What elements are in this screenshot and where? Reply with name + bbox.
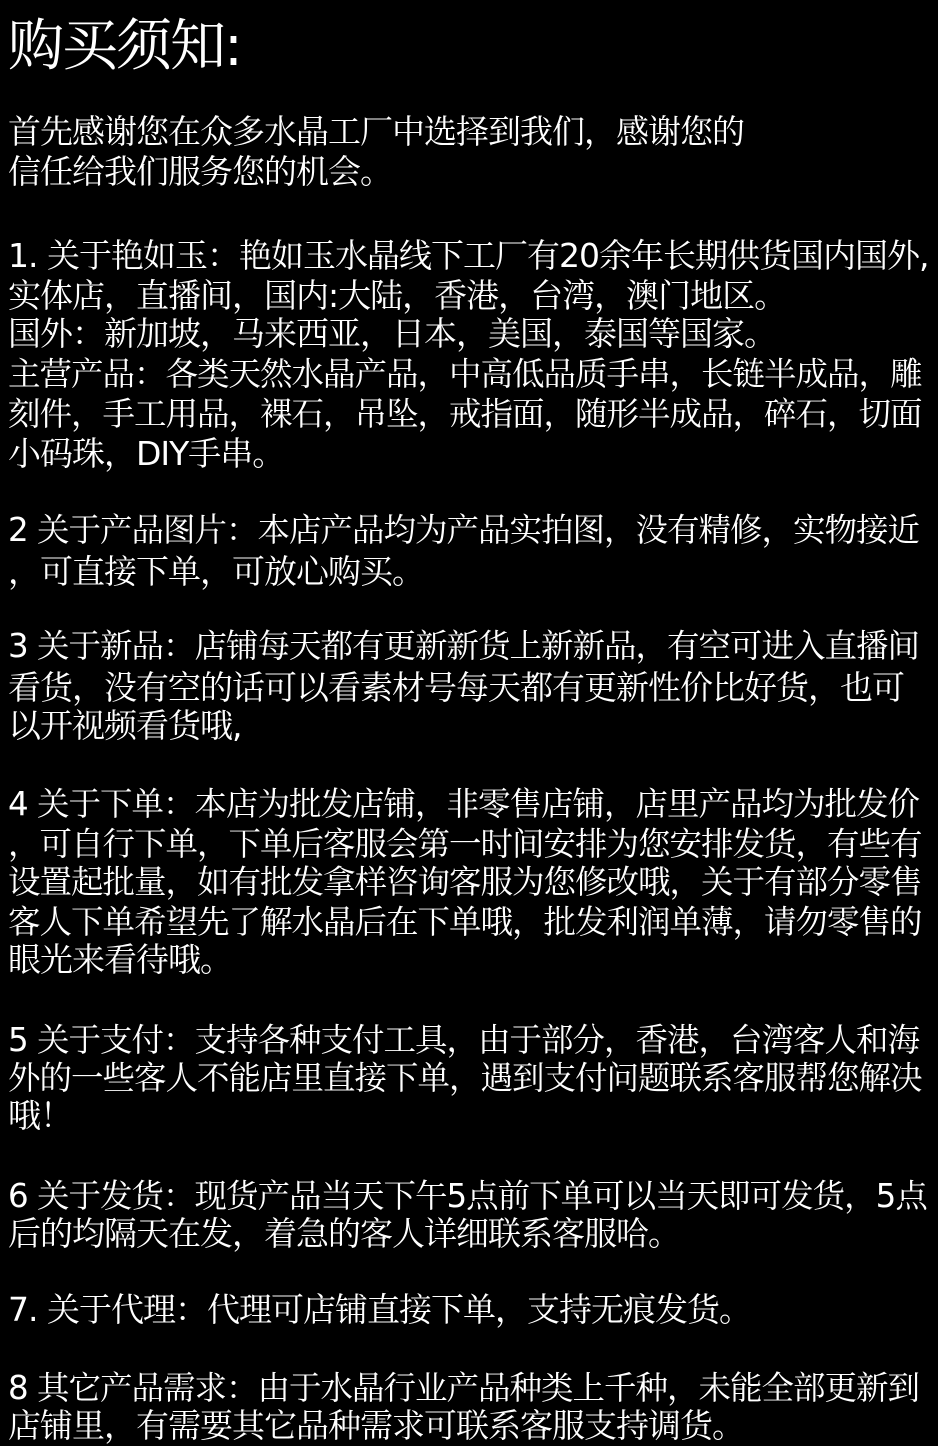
intro-line-1: 首先感谢您在众多水晶工厂中选择到我们，感谢您的 <box>8 112 744 151</box>
section4-line-2: ，可自行下单，下单后客服会第一时间安排为您安排发货，有些有 <box>8 825 922 863</box>
section4-line-5: 眼光来看待哦。 <box>8 940 232 979</box>
section4-line-4: 客人下单希望先了解水晶后在下单哦，批发利润单薄，请勿零售的 <box>8 903 922 941</box>
section1-line-3: 国外：新加坡，马来西亚，日本，美国，泰国等国家。 <box>8 314 776 353</box>
section2-line-1: 2 关于产品图片：本店产品均为产品实拍图，没有精修，实物接近 <box>8 511 920 549</box>
section5-line-2: 外的一些客人不能店里直接下单，遇到支付问题联系客服帮您解决 <box>8 1059 922 1097</box>
section5-line-1: 5 关于支付：支持各种支付工具，由于部分，香港，台湾客人和海 <box>8 1021 920 1059</box>
section4-line-3: 设置起批量，如有批发拿样咨询客服为您修改哦，关于有部分零售 <box>8 863 922 901</box>
section1-line-4: 主营产品：各类天然水晶产品，中高低品质手串，长链半成品，雕 <box>8 355 922 393</box>
section3-line-3: 以开视频看货哦, <box>8 706 242 745</box>
section2-line-2: ，可直接下单，可放心购买。 <box>8 552 424 591</box>
section6-line-2: 后的均隔天在发，着急的客人详细联系客服哈。 <box>8 1214 680 1253</box>
section5-line-3: 哦！ <box>8 1096 72 1135</box>
page-title: 购买须知: <box>8 14 241 79</box>
section3-line-2: 看货，没有空的话可以看素材号每天都有更新性价比好货，也可 <box>8 668 904 707</box>
section7-line-1: 7. 关于代理：代理可店铺直接下单，支持无痕发货。 <box>8 1290 751 1329</box>
section1-line-2: 实体店，直播间，国内:大陆，香港，台湾，澳门地区。 <box>8 276 787 315</box>
section1-line-1: 1. 关于艳如玉：艳如玉水晶线下工厂有20余年长期供货国内国外, <box>8 236 929 275</box>
section8-line-1: 8 其它产品需求：由于水晶行业产品种类上千种，未能全部更新到 <box>8 1369 920 1407</box>
section3-line-1: 3 关于新品：店铺每天都有更新新货上新新品，有空可进入直播间 <box>8 627 920 665</box>
section4-line-1: 4 关于下单：本店为批发店铺，非零售店铺，店里产品均为批发价 <box>8 785 920 823</box>
section1-line-5: 刻件，手工用品，裸石，吊坠，戒指面，随形半成品，碎石，切面 <box>8 395 922 433</box>
section1-line-6: 小码珠，DIY手串。 <box>8 434 285 473</box>
section8-line-2: 店铺里，有需要其它品种需求可联系客服支持调货。 <box>8 1406 744 1445</box>
section6-line-1: 6 关于发货：现货产品当天下午5点前下单可以当天即可发货，5点 <box>8 1177 927 1215</box>
intro-line-2: 信任给我们服务您的机会。 <box>8 152 392 191</box>
